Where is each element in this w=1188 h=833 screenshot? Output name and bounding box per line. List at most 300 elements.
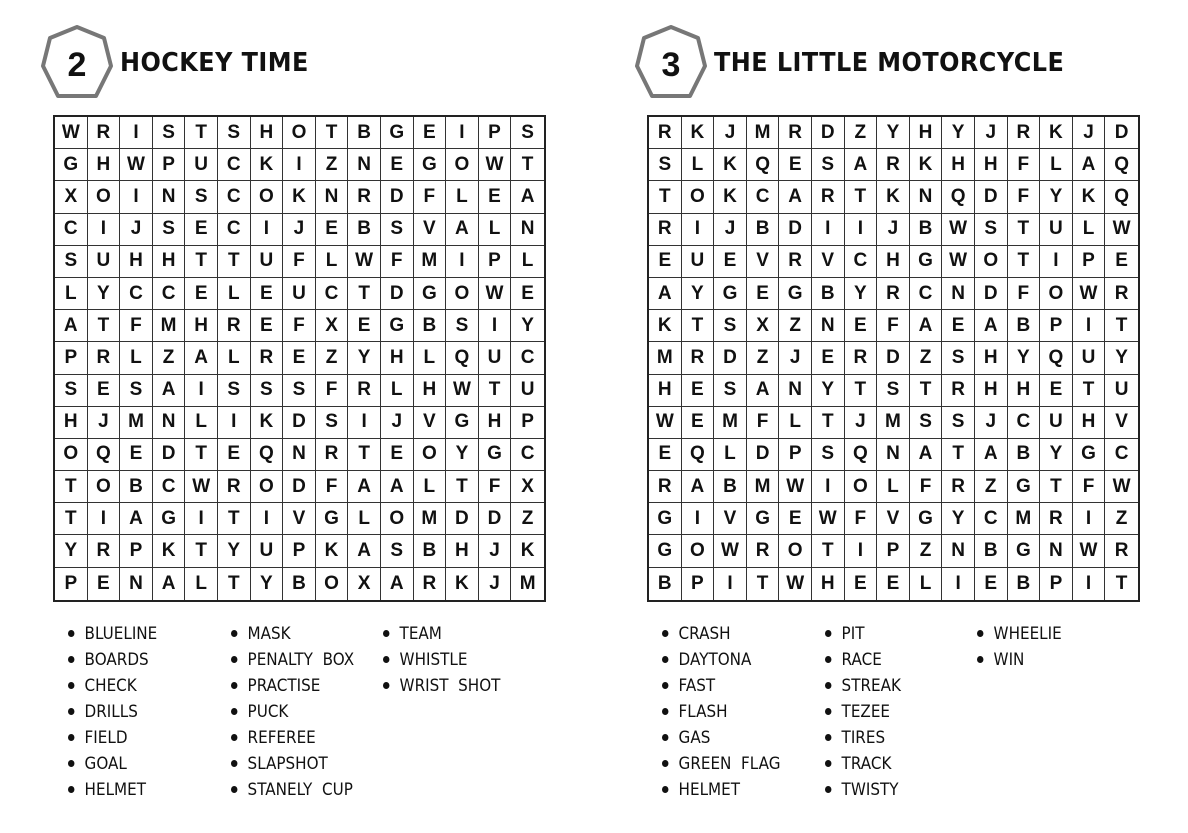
grid-cell: E: [1040, 375, 1073, 407]
grid-cell: K: [714, 149, 747, 181]
word-column: [825, 620, 977, 802]
grid-cell: S: [218, 117, 251, 149]
grid-cell: S: [55, 375, 88, 407]
grid-cell: S: [381, 535, 414, 567]
grid-cell: Q: [251, 439, 284, 471]
grid-cell: E: [812, 342, 845, 374]
grid-cell: H: [120, 246, 153, 278]
grid-cell: B: [812, 278, 845, 310]
grid-cell: R: [1040, 503, 1073, 535]
grid-cell: D: [747, 439, 780, 471]
grid-cell: S: [283, 375, 316, 407]
grid-cell: F: [910, 471, 943, 503]
grid-cell: L: [479, 214, 512, 246]
grid-cell: F: [283, 310, 316, 342]
grid-cell: T: [812, 535, 845, 567]
word-list-item: [825, 750, 965, 776]
grid-cell: L: [185, 568, 218, 600]
puzzle-title: THE LITTLE MOTORCYCLE: [714, 48, 1065, 78]
grid-cell: H: [153, 246, 186, 278]
grid-cell: T: [185, 535, 218, 567]
word-label: BLUELINE: [84, 623, 158, 643]
grid-cell: O: [414, 439, 447, 471]
grid-cell: E: [845, 310, 878, 342]
grid-cell: L: [910, 568, 943, 600]
grid-cell: D: [779, 214, 812, 246]
grid-cell: T: [55, 471, 88, 503]
grid-cell: N: [316, 181, 349, 213]
grid-cell: E: [120, 439, 153, 471]
word-list-item: [977, 646, 1124, 672]
bullet-icon: [68, 708, 74, 715]
grid-cell: R: [88, 117, 121, 149]
grid-cell: C: [120, 278, 153, 310]
grid-cell: E: [414, 117, 447, 149]
grid-cell: C: [747, 181, 780, 213]
grid-cell: A: [1073, 149, 1106, 181]
grid-cell: C: [55, 214, 88, 246]
grid-cell: G: [714, 278, 747, 310]
grid-cell: T: [845, 181, 878, 213]
grid-cell: V: [414, 214, 447, 246]
grid-cell: E: [283, 342, 316, 374]
grid-cell: A: [910, 439, 943, 471]
grid-cell: O: [682, 181, 715, 213]
bullet-icon: [231, 760, 237, 767]
grid-cell: I: [446, 117, 479, 149]
grid-cell: Q: [682, 439, 715, 471]
grid-cell: J: [714, 117, 747, 149]
grid-cell: I: [348, 407, 381, 439]
grid-cell: J: [877, 214, 910, 246]
grid-cell: B: [975, 535, 1008, 567]
grid-cell: Z: [845, 117, 878, 149]
grid-cell: Y: [88, 278, 121, 310]
grid-cell: J: [120, 214, 153, 246]
grid-cell: B: [1008, 439, 1041, 471]
bullet-icon: [662, 630, 668, 637]
word-list-item: [662, 698, 812, 724]
grid-cell: T: [348, 439, 381, 471]
grid-cell: D: [812, 117, 845, 149]
grid-cell: P: [1040, 310, 1073, 342]
grid-cell: A: [55, 310, 88, 342]
word-label: FAST: [678, 675, 716, 695]
grid-cell: E: [779, 503, 812, 535]
grid-cell: O: [779, 535, 812, 567]
grid-cell: O: [251, 181, 284, 213]
grid-cell: X: [316, 310, 349, 342]
word-label: WHEELIE: [993, 623, 1062, 643]
grid-cell: I: [682, 503, 715, 535]
grid-cell: C: [218, 214, 251, 246]
grid-cell: F: [747, 407, 780, 439]
grid-cell: Q: [1105, 181, 1138, 213]
grid-cell: D: [283, 471, 316, 503]
word-label: TWISTY: [841, 779, 899, 799]
grid-cell: Q: [88, 439, 121, 471]
grid-cell: A: [747, 375, 780, 407]
grid-cell: J: [714, 214, 747, 246]
word-label: HELMET: [678, 779, 740, 799]
puzzle-hockey-time: [38, 0, 558, 833]
grid-cell: O: [1040, 278, 1073, 310]
grid-cell: Y: [942, 503, 975, 535]
grid-cell: F: [1008, 181, 1041, 213]
word-label: WRIST SHOT: [399, 675, 501, 695]
grid-cell: J: [1073, 117, 1106, 149]
grid-cell: Z: [316, 149, 349, 181]
grid-cell: B: [649, 568, 682, 600]
grid-cell: R: [845, 342, 878, 374]
bullet-icon: [825, 656, 831, 663]
grid-cell: K: [649, 310, 682, 342]
word-list-item: [68, 672, 218, 698]
word-list-item: [825, 724, 965, 750]
grid-cell: E: [88, 375, 121, 407]
grid-cell: I: [251, 503, 284, 535]
grid-cell: R: [1105, 278, 1138, 310]
grid-cell: Z: [910, 342, 943, 374]
grid-cell: G: [414, 149, 447, 181]
grid-cell: B: [910, 214, 943, 246]
grid-cell: I: [1073, 310, 1106, 342]
grid-cell: I: [942, 568, 975, 600]
grid-cell: A: [153, 568, 186, 600]
grid-cell: T: [845, 375, 878, 407]
grid-cell: U: [88, 246, 121, 278]
grid-cell: C: [511, 439, 544, 471]
word-label: PENALTY BOX: [247, 649, 355, 669]
grid-cell: R: [218, 471, 251, 503]
bullet-icon: [662, 656, 668, 663]
word-list-item: [68, 698, 218, 724]
word-label: FLASH: [678, 701, 728, 721]
grid-cell: M: [714, 407, 747, 439]
grid-cell: Y: [812, 375, 845, 407]
grid-cell: Y: [1008, 342, 1041, 374]
grid-cell: U: [682, 246, 715, 278]
grid-cell: U: [511, 375, 544, 407]
grid-cell: T: [218, 503, 251, 535]
grid-cell: X: [55, 181, 88, 213]
grid-cell: V: [1105, 407, 1138, 439]
grid-cell: A: [381, 471, 414, 503]
grid-cell: H: [812, 568, 845, 600]
letter-grid: [647, 115, 1140, 602]
grid-cell: H: [381, 342, 414, 374]
grid-cell: D: [877, 342, 910, 374]
word-label: GAS: [678, 727, 711, 747]
grid-cell: B: [1008, 568, 1041, 600]
grid-cell: A: [348, 471, 381, 503]
grid-cell: W: [1105, 214, 1138, 246]
grid-cell: W: [779, 471, 812, 503]
grid-cell: E: [381, 439, 414, 471]
grid-cell: J: [845, 407, 878, 439]
grid-cell: G: [779, 278, 812, 310]
grid-cell: K: [1073, 181, 1106, 213]
bullet-icon: [662, 682, 668, 689]
grid-cell: S: [185, 181, 218, 213]
grid-cell: B: [348, 214, 381, 246]
grid-cell: H: [877, 246, 910, 278]
grid-cell: L: [185, 407, 218, 439]
grid-cell: N: [942, 535, 975, 567]
grid-cell: D: [975, 181, 1008, 213]
grid-cell: W: [714, 535, 747, 567]
grid-cell: N: [779, 375, 812, 407]
bullet-icon: [231, 630, 237, 637]
grid-cell: T: [1115, 572, 1128, 594]
grid-cell: R: [218, 310, 251, 342]
grid-cell: Y: [877, 117, 910, 149]
word-label: WIN: [993, 649, 1025, 669]
grid-cell: O: [55, 439, 88, 471]
grid-cell: V: [747, 246, 780, 278]
bullet-icon: [825, 682, 831, 689]
grid-cell: E: [747, 278, 780, 310]
word-list-item: [231, 750, 371, 776]
grid-cell: G: [910, 246, 943, 278]
grid-cell: W: [55, 117, 88, 149]
word-list-item: [68, 776, 218, 802]
grid-cell: U: [1040, 214, 1073, 246]
grid-cell: G: [316, 503, 349, 535]
word-label: HELMET: [84, 779, 146, 799]
grid-cell: E: [185, 278, 218, 310]
grid-cell: H: [185, 310, 218, 342]
word-list-item: [231, 698, 371, 724]
grid-cell: T: [55, 503, 88, 535]
grid-cell: Y: [1105, 342, 1138, 374]
grid-cell: T: [218, 568, 251, 600]
grid-cell: I: [1073, 503, 1106, 535]
grid-cell: T: [185, 117, 218, 149]
grid-cell: W: [185, 471, 218, 503]
word-list-item: [825, 672, 965, 698]
grid-cell: W: [812, 503, 845, 535]
grid-cell: G: [910, 503, 943, 535]
grid-cell: E: [649, 439, 682, 471]
bullet-icon: [825, 630, 831, 637]
grid-cell: T: [218, 246, 251, 278]
grid-cell: S: [714, 310, 747, 342]
grid-cell: B: [1008, 310, 1041, 342]
word-list-item: [662, 620, 812, 646]
grid-cell: H: [88, 149, 121, 181]
word-list-item: [383, 672, 530, 698]
grid-cell: D: [446, 503, 479, 535]
grid-cell: E: [479, 181, 512, 213]
grid-cell: L: [348, 503, 381, 535]
grid-cell: I: [120, 117, 153, 149]
grid-cell: N: [283, 439, 316, 471]
grid-cell: L: [120, 342, 153, 374]
grid-cell: H: [975, 342, 1008, 374]
bullet-icon: [383, 630, 389, 637]
grid-cell: S: [511, 117, 544, 149]
grid-cell: I: [446, 246, 479, 278]
word-list-item: [825, 646, 965, 672]
grid-cell: T: [1008, 214, 1041, 246]
grid-cell: S: [812, 439, 845, 471]
grid-cell: I: [714, 568, 747, 600]
grid-cell: Y: [682, 278, 715, 310]
grid-cell: N: [1040, 535, 1073, 567]
grid-cell: Y: [845, 278, 878, 310]
grid-cell: A: [649, 278, 682, 310]
grid-cell: I: [120, 181, 153, 213]
grid-cell: T: [747, 568, 780, 600]
grid-cell: V: [714, 503, 747, 535]
word-list-item: [231, 646, 371, 672]
grid-cell: G: [153, 503, 186, 535]
grid-cell: J: [975, 407, 1008, 439]
bullet-icon: [383, 656, 389, 663]
grid-cell: I: [845, 214, 878, 246]
grid-cell: H: [414, 375, 447, 407]
grid-cell: P: [55, 342, 88, 374]
word-label: BOARDS: [84, 649, 149, 669]
grid-cell: R: [877, 278, 910, 310]
word-column: [231, 620, 383, 802]
grid-cell: L: [446, 181, 479, 213]
grid-cell: R: [942, 471, 975, 503]
grid-cell: C: [910, 278, 943, 310]
grid-cell: T: [479, 375, 512, 407]
word-label: TIRES: [841, 727, 886, 747]
grid-cell: G: [649, 535, 682, 567]
grid-cell: A: [185, 342, 218, 374]
grid-cell: I: [185, 503, 218, 535]
grid-cell: S: [381, 214, 414, 246]
word-list-item: [68, 620, 218, 646]
grid-cell: I: [479, 310, 512, 342]
grid-cell: D: [381, 278, 414, 310]
word-column: [977, 620, 1137, 802]
bullet-icon: [231, 656, 237, 663]
grid-cell: S: [120, 375, 153, 407]
grid-cell: U: [283, 278, 316, 310]
word-list-item: [662, 646, 812, 672]
grid-cell: T: [88, 310, 121, 342]
word-list-item: [662, 776, 812, 802]
bullet-icon: [977, 630, 983, 637]
grid-cell: T: [1073, 375, 1106, 407]
grid-cell: E: [975, 568, 1008, 600]
grid-cell: Z: [779, 310, 812, 342]
grid-cell: O: [381, 503, 414, 535]
grid-cell: S: [153, 117, 186, 149]
grid-cell: N: [942, 278, 975, 310]
grid-cell: N: [910, 181, 943, 213]
grid-cell: A: [120, 503, 153, 535]
grid-cell: N: [120, 568, 153, 600]
word-list-item: [825, 776, 965, 802]
grid-cell: H: [942, 149, 975, 181]
word-label: DRILLS: [84, 701, 138, 721]
grid-cell: G: [55, 149, 88, 181]
grid-cell: D: [479, 503, 512, 535]
bullet-icon: [825, 786, 831, 793]
grid-cell: G: [479, 439, 512, 471]
grid-cell: J: [283, 214, 316, 246]
grid-cell: S: [218, 375, 251, 407]
grid-cell: R: [1008, 117, 1041, 149]
bullet-icon: [68, 786, 74, 793]
grid-cell: Q: [845, 439, 878, 471]
grid-cell: S: [714, 375, 747, 407]
word-label: STREAK: [841, 675, 901, 695]
grid-cell: N: [153, 181, 186, 213]
grid-cell: F: [381, 246, 414, 278]
grid-cell: H: [1008, 375, 1041, 407]
bullet-icon: [662, 760, 668, 767]
grid-cell: B: [414, 535, 447, 567]
grid-cell: T: [316, 117, 349, 149]
word-list: [68, 620, 543, 802]
grid-cell: M: [153, 310, 186, 342]
grid-cell: I: [185, 375, 218, 407]
grid-cell: W: [348, 246, 381, 278]
grid-cell: W: [1073, 278, 1106, 310]
grid-cell: R: [812, 181, 845, 213]
grid-cell: T: [649, 181, 682, 213]
grid-cell: J: [88, 407, 121, 439]
grid-cell: N: [511, 214, 544, 246]
word-column: [662, 620, 825, 802]
grid-cell: R: [348, 181, 381, 213]
grid-cell: W: [649, 407, 682, 439]
grid-cell: R: [251, 342, 284, 374]
grid-cell: I: [88, 214, 121, 246]
grid-cell: M: [120, 407, 153, 439]
grid-cell: P: [1073, 246, 1106, 278]
grid-cell: A: [348, 535, 381, 567]
grid-cell: Q: [1105, 149, 1138, 181]
grid-cell: U: [1040, 407, 1073, 439]
grid-cell: Y: [1040, 439, 1073, 471]
grid-cell: A: [381, 568, 414, 600]
grid-cell: Q: [446, 342, 479, 374]
grid-cell: I: [845, 535, 878, 567]
grid-cell: T: [1105, 310, 1138, 342]
bullet-icon: [68, 734, 74, 741]
word-label: GREEN FLAG: [678, 753, 781, 773]
grid-cell: B: [348, 117, 381, 149]
grid-cell: K: [511, 535, 544, 567]
grid-cell: D: [283, 407, 316, 439]
grid-cell: N: [153, 407, 186, 439]
grid-cell: C: [153, 278, 186, 310]
grid-cell: A: [153, 375, 186, 407]
grid-cell: L: [1040, 149, 1073, 181]
word-label: TRACK: [841, 753, 892, 773]
grid-cell: Z: [975, 471, 1008, 503]
word-list-item: [825, 698, 965, 724]
grid-cell: G: [381, 117, 414, 149]
grid-cell: D: [381, 181, 414, 213]
grid-cell: K: [251, 407, 284, 439]
bullet-icon: [231, 734, 237, 741]
grid-cell: Y: [942, 117, 975, 149]
grid-cell: T: [1040, 471, 1073, 503]
grid-cell: B: [283, 568, 316, 600]
grid-cell: E: [682, 407, 715, 439]
grid-cell: D: [1105, 117, 1138, 149]
word-list: [662, 620, 1137, 802]
